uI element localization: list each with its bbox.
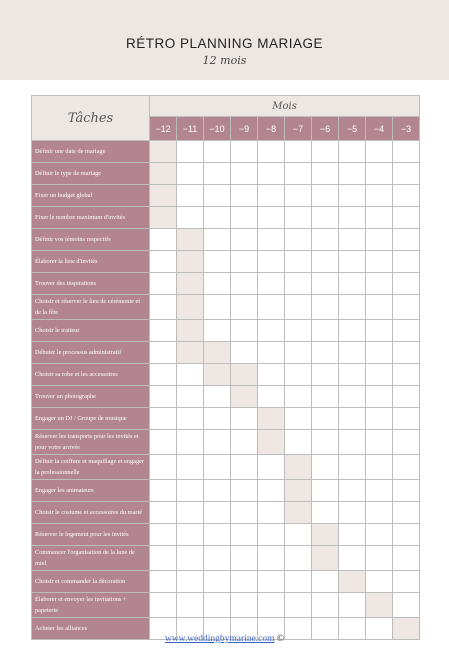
empty-cell bbox=[312, 295, 339, 320]
scheduled-cell bbox=[204, 342, 231, 364]
empty-cell bbox=[339, 229, 366, 251]
empty-cell bbox=[393, 163, 420, 185]
empty-cell bbox=[366, 386, 393, 408]
copyright-mark: © bbox=[274, 634, 285, 644]
empty-cell bbox=[339, 386, 366, 408]
empty-cell bbox=[312, 273, 339, 295]
empty-cell bbox=[339, 364, 366, 386]
empty-cell bbox=[312, 141, 339, 163]
empty-cell bbox=[393, 524, 420, 546]
task-label: Engager un DJ / Groupe de musique bbox=[32, 408, 150, 430]
month-header: −8 bbox=[258, 117, 285, 141]
empty-cell bbox=[231, 185, 258, 207]
empty-cell bbox=[339, 251, 366, 273]
empty-cell bbox=[285, 207, 312, 229]
month-header: −7 bbox=[285, 117, 312, 141]
empty-cell bbox=[339, 320, 366, 342]
empty-cell bbox=[393, 207, 420, 229]
empty-cell bbox=[204, 163, 231, 185]
table-row bbox=[32, 502, 420, 524]
empty-cell bbox=[312, 364, 339, 386]
table-row bbox=[32, 480, 420, 502]
empty-cell bbox=[312, 408, 339, 430]
table-row bbox=[32, 251, 420, 273]
table-row bbox=[32, 524, 420, 546]
empty-cell bbox=[231, 408, 258, 430]
task-label: Commencer l'organisation de la lune de miel bbox=[32, 546, 150, 571]
empty-cell bbox=[312, 430, 339, 455]
empty-cell bbox=[393, 455, 420, 480]
empty-cell bbox=[366, 364, 393, 386]
table-row bbox=[32, 430, 420, 455]
empty-cell bbox=[231, 593, 258, 618]
empty-cell bbox=[312, 229, 339, 251]
empty-cell bbox=[366, 251, 393, 273]
empty-cell bbox=[204, 430, 231, 455]
empty-cell bbox=[150, 295, 177, 320]
empty-cell bbox=[393, 141, 420, 163]
empty-cell bbox=[285, 273, 312, 295]
scheduled-cell bbox=[231, 386, 258, 408]
table-row bbox=[32, 207, 420, 229]
empty-cell bbox=[312, 320, 339, 342]
table-row bbox=[32, 364, 420, 386]
table-row bbox=[32, 546, 420, 571]
task-label: Trouver des inspirations bbox=[32, 273, 150, 295]
task-label: Choisir sa robe et les accessoires bbox=[32, 364, 150, 386]
empty-cell bbox=[393, 295, 420, 320]
task-label: Définir vos témoins respectifs bbox=[32, 229, 150, 251]
empty-cell bbox=[150, 480, 177, 502]
empty-cell bbox=[285, 593, 312, 618]
empty-cell bbox=[204, 571, 231, 593]
empty-cell bbox=[150, 386, 177, 408]
months-column-header: Mois bbox=[150, 96, 420, 117]
empty-cell bbox=[150, 546, 177, 571]
empty-cell bbox=[231, 295, 258, 320]
scheduled-cell bbox=[285, 502, 312, 524]
empty-cell bbox=[177, 593, 204, 618]
task-label: Définir une date de mariage bbox=[32, 141, 150, 163]
empty-cell bbox=[258, 185, 285, 207]
empty-cell bbox=[285, 342, 312, 364]
empty-cell bbox=[285, 571, 312, 593]
empty-cell bbox=[204, 593, 231, 618]
website-link[interactable]: www.weddingbymarine.com bbox=[164, 634, 275, 644]
empty-cell bbox=[150, 251, 177, 273]
scheduled-cell bbox=[150, 163, 177, 185]
empty-cell bbox=[258, 571, 285, 593]
empty-cell bbox=[258, 273, 285, 295]
table-row bbox=[32, 342, 420, 364]
empty-cell bbox=[312, 342, 339, 364]
task-label: Acheter les alliances bbox=[32, 618, 150, 640]
empty-cell bbox=[285, 546, 312, 571]
scheduled-cell bbox=[366, 593, 393, 618]
empty-cell bbox=[339, 163, 366, 185]
empty-cell bbox=[366, 502, 393, 524]
empty-cell bbox=[366, 320, 393, 342]
empty-cell bbox=[393, 185, 420, 207]
empty-cell bbox=[177, 430, 204, 455]
empty-cell bbox=[312, 502, 339, 524]
empty-cell bbox=[204, 185, 231, 207]
empty-cell bbox=[339, 342, 366, 364]
empty-cell bbox=[393, 593, 420, 618]
empty-cell bbox=[339, 408, 366, 430]
empty-cell bbox=[150, 342, 177, 364]
empty-cell bbox=[231, 502, 258, 524]
table-row bbox=[32, 163, 420, 185]
empty-cell bbox=[204, 141, 231, 163]
empty-cell bbox=[258, 593, 285, 618]
empty-cell bbox=[150, 229, 177, 251]
empty-cell bbox=[258, 320, 285, 342]
task-label: Réserver le logement pour les invités bbox=[32, 524, 150, 546]
empty-cell bbox=[177, 207, 204, 229]
empty-cell bbox=[366, 430, 393, 455]
empty-cell bbox=[231, 163, 258, 185]
table-row bbox=[32, 295, 420, 320]
table-row bbox=[32, 229, 420, 251]
empty-cell bbox=[204, 455, 231, 480]
task-rows bbox=[32, 141, 420, 640]
month-header: −6 bbox=[312, 117, 339, 141]
empty-cell bbox=[258, 141, 285, 163]
empty-cell bbox=[150, 502, 177, 524]
empty-cell bbox=[204, 480, 231, 502]
task-label: Trouver un photographe bbox=[32, 386, 150, 408]
empty-cell bbox=[366, 571, 393, 593]
month-header: −3 bbox=[393, 117, 420, 141]
table-row bbox=[32, 455, 420, 480]
empty-cell bbox=[231, 207, 258, 229]
task-label: Débuter le processus administratif bbox=[32, 342, 150, 364]
empty-cell bbox=[393, 546, 420, 571]
empty-cell bbox=[393, 571, 420, 593]
task-label: Élaborer et envoyer les invitations + papeterie bbox=[32, 593, 150, 618]
scheduled-cell bbox=[285, 455, 312, 480]
empty-cell bbox=[231, 546, 258, 571]
empty-cell bbox=[258, 524, 285, 546]
empty-cell bbox=[258, 502, 285, 524]
empty-cell bbox=[231, 430, 258, 455]
scheduled-cell bbox=[339, 571, 366, 593]
empty-cell bbox=[258, 480, 285, 502]
empty-cell bbox=[150, 320, 177, 342]
empty-cell bbox=[339, 185, 366, 207]
footer bbox=[0, 634, 449, 644]
empty-cell bbox=[231, 455, 258, 480]
empty-cell bbox=[312, 163, 339, 185]
empty-cell bbox=[393, 480, 420, 502]
empty-cell bbox=[312, 455, 339, 480]
empty-cell bbox=[285, 185, 312, 207]
scheduled-cell bbox=[177, 295, 204, 320]
empty-cell bbox=[204, 207, 231, 229]
empty-cell bbox=[231, 480, 258, 502]
table-row bbox=[32, 386, 420, 408]
empty-cell bbox=[177, 455, 204, 480]
empty-cell bbox=[393, 229, 420, 251]
empty-cell bbox=[366, 408, 393, 430]
task-label: Choisir et réserver le lieu de cérémonie et de la fête bbox=[32, 295, 150, 320]
month-header: −10 bbox=[204, 117, 231, 141]
empty-cell bbox=[339, 455, 366, 480]
empty-cell bbox=[177, 524, 204, 546]
empty-cell bbox=[204, 320, 231, 342]
month-header: −12 bbox=[150, 117, 177, 141]
empty-cell bbox=[312, 593, 339, 618]
empty-cell bbox=[312, 480, 339, 502]
empty-cell bbox=[231, 251, 258, 273]
empty-cell bbox=[393, 430, 420, 455]
empty-cell bbox=[258, 229, 285, 251]
table-row bbox=[32, 185, 420, 207]
empty-cell bbox=[258, 207, 285, 229]
empty-cell bbox=[177, 571, 204, 593]
month-header: −5 bbox=[339, 117, 366, 141]
empty-cell bbox=[150, 430, 177, 455]
empty-cell bbox=[231, 273, 258, 295]
empty-cell bbox=[339, 502, 366, 524]
empty-cell bbox=[150, 408, 177, 430]
empty-cell bbox=[393, 320, 420, 342]
empty-cell bbox=[285, 408, 312, 430]
task-label: Choisir le costume et accessoires du marié bbox=[32, 502, 150, 524]
empty-cell bbox=[285, 163, 312, 185]
task-label: Engager les animateurs bbox=[32, 480, 150, 502]
empty-cell bbox=[204, 273, 231, 295]
empty-cell bbox=[339, 141, 366, 163]
empty-cell bbox=[393, 251, 420, 273]
empty-cell bbox=[231, 320, 258, 342]
task-label: Fixer un budget global bbox=[32, 185, 150, 207]
empty-cell bbox=[366, 342, 393, 364]
empty-cell bbox=[312, 251, 339, 273]
scheduled-cell bbox=[231, 364, 258, 386]
empty-cell bbox=[393, 364, 420, 386]
empty-cell bbox=[150, 593, 177, 618]
task-label: Élaborer la liste d'invités bbox=[32, 251, 150, 273]
tasks-column-header: Tâches bbox=[32, 96, 150, 141]
empty-cell bbox=[177, 386, 204, 408]
task-label: Définir le type de mariage bbox=[32, 163, 150, 185]
table-row bbox=[32, 571, 420, 593]
empty-cell bbox=[204, 229, 231, 251]
empty-cell bbox=[177, 502, 204, 524]
task-label: Réserver les transports pour les invités et pour votre arrivée bbox=[32, 430, 150, 455]
empty-cell bbox=[393, 386, 420, 408]
empty-cell bbox=[177, 546, 204, 571]
month-header: −4 bbox=[366, 117, 393, 141]
empty-cell bbox=[177, 141, 204, 163]
scheduled-cell bbox=[150, 141, 177, 163]
scheduled-cell bbox=[177, 342, 204, 364]
empty-cell bbox=[177, 185, 204, 207]
task-label: Choisir et commander la décoration bbox=[32, 571, 150, 593]
empty-cell bbox=[231, 571, 258, 593]
task-label: Définir la coiffure et maquillage et engager la professionnelle bbox=[32, 455, 150, 480]
table-row bbox=[32, 408, 420, 430]
empty-cell bbox=[177, 163, 204, 185]
empty-cell bbox=[231, 141, 258, 163]
scheduled-cell bbox=[177, 273, 204, 295]
table-row bbox=[32, 593, 420, 618]
empty-cell bbox=[204, 295, 231, 320]
empty-cell bbox=[285, 364, 312, 386]
scheduled-cell bbox=[312, 524, 339, 546]
scheduled-cell bbox=[258, 408, 285, 430]
empty-cell bbox=[285, 386, 312, 408]
month-header: −9 bbox=[231, 117, 258, 141]
scheduled-cell bbox=[285, 480, 312, 502]
empty-cell bbox=[339, 524, 366, 546]
scheduled-cell bbox=[150, 207, 177, 229]
empty-cell bbox=[231, 229, 258, 251]
empty-cell bbox=[204, 386, 231, 408]
empty-cell bbox=[258, 364, 285, 386]
empty-cell bbox=[366, 546, 393, 571]
table-row bbox=[32, 273, 420, 295]
empty-cell bbox=[366, 163, 393, 185]
empty-cell bbox=[285, 141, 312, 163]
empty-cell bbox=[312, 207, 339, 229]
empty-cell bbox=[204, 502, 231, 524]
planning-table bbox=[31, 95, 420, 640]
empty-cell bbox=[312, 386, 339, 408]
empty-cell bbox=[393, 502, 420, 524]
empty-cell bbox=[366, 207, 393, 229]
empty-cell bbox=[231, 342, 258, 364]
month-header: −11 bbox=[177, 117, 204, 141]
empty-cell bbox=[177, 408, 204, 430]
table-row bbox=[32, 320, 420, 342]
empty-cell bbox=[204, 524, 231, 546]
empty-cell bbox=[366, 141, 393, 163]
empty-cell bbox=[204, 546, 231, 571]
empty-cell bbox=[150, 524, 177, 546]
empty-cell bbox=[339, 207, 366, 229]
empty-cell bbox=[150, 364, 177, 386]
empty-cell bbox=[258, 455, 285, 480]
empty-cell bbox=[285, 430, 312, 455]
scheduled-cell bbox=[150, 185, 177, 207]
empty-cell bbox=[285, 320, 312, 342]
scheduled-cell bbox=[312, 546, 339, 571]
empty-cell bbox=[258, 251, 285, 273]
empty-cell bbox=[366, 273, 393, 295]
table-row bbox=[32, 141, 420, 163]
empty-cell bbox=[339, 273, 366, 295]
empty-cell bbox=[177, 480, 204, 502]
empty-cell bbox=[177, 364, 204, 386]
empty-cell bbox=[258, 386, 285, 408]
empty-cell bbox=[150, 571, 177, 593]
empty-cell bbox=[231, 524, 258, 546]
empty-cell bbox=[258, 163, 285, 185]
empty-cell bbox=[339, 546, 366, 571]
empty-cell bbox=[258, 342, 285, 364]
empty-cell bbox=[339, 295, 366, 320]
empty-cell bbox=[285, 295, 312, 320]
empty-cell bbox=[285, 524, 312, 546]
empty-cell bbox=[339, 430, 366, 455]
empty-cell bbox=[258, 546, 285, 571]
empty-cell bbox=[366, 480, 393, 502]
task-label: Fixer le nombre maximum d'invités bbox=[32, 207, 150, 229]
scheduled-cell bbox=[177, 320, 204, 342]
empty-cell bbox=[366, 455, 393, 480]
empty-cell bbox=[150, 273, 177, 295]
scheduled-cell bbox=[177, 251, 204, 273]
empty-cell bbox=[204, 251, 231, 273]
empty-cell bbox=[393, 408, 420, 430]
empty-cell bbox=[393, 273, 420, 295]
page-subtitle: 12 mois bbox=[202, 54, 247, 67]
empty-cell bbox=[258, 295, 285, 320]
empty-cell bbox=[366, 229, 393, 251]
scheduled-cell bbox=[258, 430, 285, 455]
empty-cell bbox=[312, 571, 339, 593]
empty-cell bbox=[366, 524, 393, 546]
empty-cell bbox=[366, 185, 393, 207]
empty-cell bbox=[150, 455, 177, 480]
scheduled-cell bbox=[204, 364, 231, 386]
empty-cell bbox=[339, 480, 366, 502]
scheduled-cell bbox=[177, 229, 204, 251]
empty-cell bbox=[204, 408, 231, 430]
page-title: RÉTRO PLANNING MARIAGE bbox=[125, 36, 324, 51]
task-label: Choisir le traiteur bbox=[32, 320, 150, 342]
empty-cell bbox=[393, 342, 420, 364]
empty-cell bbox=[312, 185, 339, 207]
empty-cell bbox=[285, 229, 312, 251]
empty-cell bbox=[285, 251, 312, 273]
empty-cell bbox=[366, 295, 393, 320]
empty-cell bbox=[339, 593, 366, 618]
